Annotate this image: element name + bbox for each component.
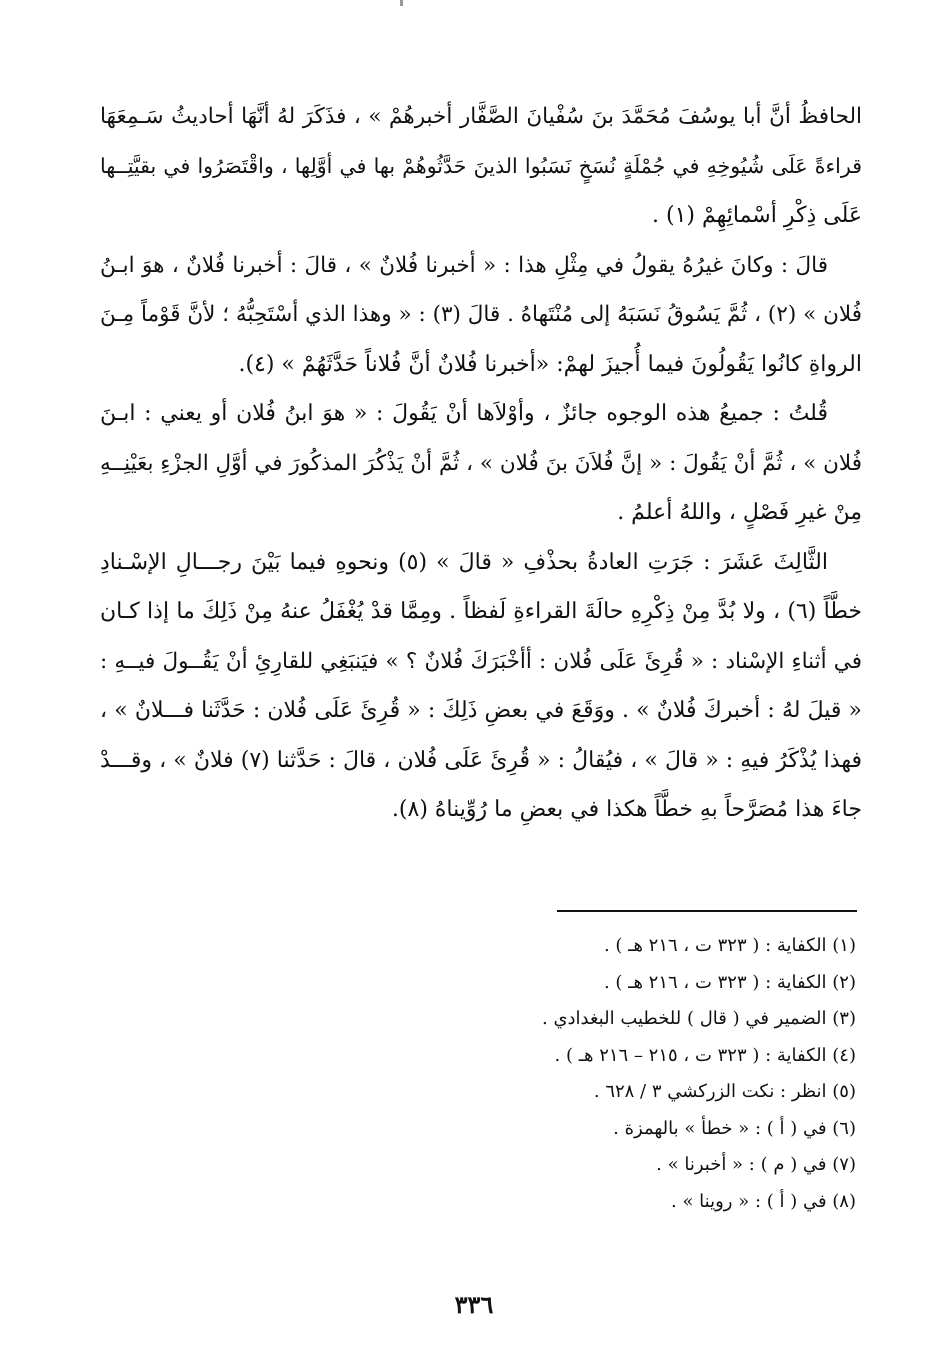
- text-line: جاءَ هذا مُصَرَّحاً بهِ خطَّاً هكذا في بعضِ ما رُوِّيناهُ (٨).: [391, 797, 862, 822]
- text-line: خطَّاً (٦) ، ولا بُدَّ مِنْ ذِكْرِهِ حالَةَ القراءةِ لَفظاً . ومِمَّا قدْ يُغْفَلُ عنهُ مِنْ ذَلِكَ ما إذا كـان: [100, 599, 862, 624]
- footnote: (٧) في ( م ) : « أخبرنا » .: [656, 1154, 856, 1175]
- footnotes: [336, 928, 856, 1220]
- footnote: (٨) في ( أ ) : « روينا » .: [671, 1190, 856, 1212]
- main-text: [100, 92, 862, 835]
- text-line: الحافظُ أنَّ أبا يوسُفَ مُحَمَّدَ بنَ سُفْيانَ الصَّفَّار أخبرهُمْ » ، فذَكَرَ لهُ أنَّهَا أحاديثُ سَـمِعَهَا: [100, 104, 862, 129]
- text-line: عَلَى ذِكْرِ أسْمائِهِمْ (١) .: [652, 203, 862, 228]
- text-line: فُلان » ، ثُمَّ أنْ يَقُولَ : « إنَّ فُلاَنَ بنَ فُلان » ، ثُمَّ أنْ يَذْكُرَ المذكُورَ في أوَّلِ الجزْءِ بعَيْنِــهِ: [100, 450, 862, 476]
- text-line: فُلان » (٢) ، ثُمَّ يَسُوقُ نَسَبَهُ إلى مُنْتَهاهُ . قالَ (٣) : « وهذا الذي أسْتَحِبُّهُ ؛ لأنَّ قَوْماً مِـنَ: [100, 302, 862, 327]
- text-line: مِنْ غيرِ فَصْلٍ ، واللهُ أعلمُ .: [617, 500, 862, 525]
- text-line: قراءةً عَلَى شُيُوخِهِ في جُمْلَةٍ نُسَخٍ نَسَبُوا الذينَ حَدَّثُوهُمْ بها في أوَّلِها ، واقْتَصَرُوا في بقيَّتِــها: [100, 153, 862, 178]
- scan-mark: [400, 0, 403, 6]
- footnote-separator: [557, 910, 857, 912]
- footnote: (٢) الكفاية : ( ٣٢٣ ت ، ٢١٦ هـ ) .: [603, 971, 856, 993]
- text-line: الثَّالِثَ عَشَرَ : جَرَتِ العادةُ بحذْفِ « قالَ » (٥) ونحوهِ فيما بَيْنَ رجـــالِ الإسْـنادِ: [100, 549, 828, 575]
- text-line: « قيلَ لهُ : أخبركَ فُلانٌ » . ووَقَعَ في بعضِ ذَلِكَ : « قُرِئَ عَلَى فُلان : حَدَّثَنا فـــلانٌ » ،: [100, 698, 862, 723]
- footnote: (٥) انظر : نكت الزركشي ٣ / ٦٢٨ .: [593, 1081, 856, 1102]
- footnote: (١) الكفاية : ( ٣٢٣ ت ، ٢١٦ هـ ) .: [603, 935, 856, 956]
- text-line: قالَ : وكانَ غيرُهُ يقولُ في مِثْلِ هذا : « أخبرنا فُلانٌ » ، قالَ : أخبرنا فُلانٌ ، هوَ ابـنُ: [100, 252, 828, 278]
- footnote: (٣) الضمير في ( قال ) للخطيب البغدادي .: [542, 1008, 856, 1029]
- text-line: في أثناءِ الإسْناد : « قُرِئَ عَلَى فُلان : أأخْبَرَكَ فُلانٌ ؟ » فيَنبَغِي للقارِئِ أنْ يَقُــولَ فيــهِ :: [100, 648, 862, 674]
- text-line: قُلتُ : جميعُ هذه الوجوه جائزٌ ، وأوْلاَها أنْ يَقُولَ : « هوَ ابنُ فُلان أو يعني : ابـنَ: [100, 401, 828, 426]
- text-line: الرواةِ كانُوا يَقُولُونَ فيما أُجيزَ لهمْ: «أخبرنا فُلانٌ أنَّ فُلاناً حَدَّثَهُمْ » (٤).: [238, 351, 862, 377]
- footnote: (٦) في ( أ ) : « خطأ » بالهمزة .: [613, 1117, 856, 1139]
- footnote: (٤) الكفاية : ( ٣٢٣ ت ، ٢١٥ – ٢١٦ هـ ) .: [554, 1044, 856, 1066]
- page-number: ٣٣٦: [454, 1290, 494, 1319]
- text-line: فهذا يُذْكَرُ فيهِ : « قالَ » ، فيُقالُ : « قُرِئَ عَلَى فُلان ، قالَ : حَدَّثنا (٧) فلانٌ » ، وقـــدْ: [100, 747, 862, 773]
